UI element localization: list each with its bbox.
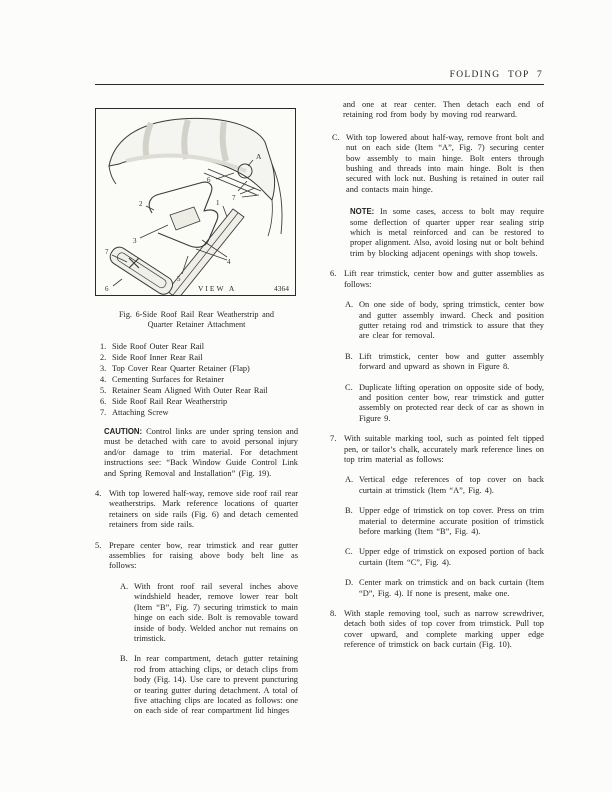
legend-text: Side Roof Rail Rear Weatherstrip [112, 397, 228, 406]
legend-item [100, 407, 298, 418]
step-text: Prepare center bow, rear trimstick and rear gutter assemblies for raising above body belt line as follows: [109, 540, 298, 571]
substep-marker: B. [345, 506, 353, 516]
callout-7-top: 7 [232, 194, 236, 202]
substep-marker: A. [120, 581, 129, 591]
step-6 [330, 269, 544, 290]
legend-text: Top Cover Rear Quarter Retainer (Flap) [112, 364, 250, 373]
substep-marker: B. [120, 654, 128, 664]
legend-num: 5. [100, 386, 107, 395]
callout-A: A [256, 152, 262, 161]
substep-text: Lift trimstick, center bow and gutter assembly forward and upward as shown in Figure 8. [359, 351, 544, 372]
substep-5c [332, 133, 544, 195]
substep-5a [120, 582, 298, 644]
figure-6 [95, 108, 296, 296]
substep-7a [345, 475, 544, 496]
step-7 [330, 434, 544, 465]
substep-6a [345, 300, 544, 342]
callout-2: 2 [139, 200, 143, 208]
step-4 [95, 489, 298, 531]
substep-marker: C. [332, 132, 340, 142]
step-text: With suitable marking tool, such as pointed felt tipped pen, or tailor’s chalk, accurately mark reference lines on top trim material as follows: [344, 434, 544, 464]
substep-5b-continuation: and one at rear center. Then detach each end of retaining rod from body by moving rod rearward. [343, 100, 544, 120]
legend-num: 3. [100, 364, 107, 373]
legend-num: 4. [100, 375, 107, 384]
substep-6c [345, 383, 544, 425]
figure-caption-line1: Fig. 6-Side Roof Rail Rear Weatherstrip and [119, 310, 274, 319]
page-body [95, 96, 544, 717]
note-text: In some cases, access to bolt may require some deflection of quarter upper rear sealing strip which is metal reinforced and can be restored to proper alignment. Also, avoid losing nut or bolt behind trim by blocking adjacent openings with shop towels. [350, 207, 544, 258]
note-label: NOTE: [350, 207, 375, 217]
step-marker: 7. [330, 434, 337, 444]
substep-text: Upper edge of trimstick on top cover. Press on trim material to determine accurate position of trimstick before marking (Item “B”, Fig. 4). [359, 506, 544, 536]
substep-text: Vertical edge references of top cover on back curtain at trimstick (Item “A”, Fig. 4). [359, 475, 544, 495]
caution-text: Control links are under spring tension and must be detached with care to avoid personal injury and/or damage to trim material. For detachment instructions see: “Back Window Guide Control Link and Spring Removal and Installation” (Fig. 19). [104, 427, 299, 478]
view-a-label: VIEW A [198, 284, 237, 293]
legend-num: 7. [100, 408, 107, 417]
step-marker: 6. [330, 269, 337, 279]
drawing-code: 4364 [274, 284, 289, 293]
step-text: With top lowered half-way, remove side roof rail rear weatherstrips. Mark reference locations of quarter retainers on side rails (Fig. 6) and detach cemented retainers from side rails. [109, 489, 298, 530]
caution-label: CAUTION: [104, 427, 143, 436]
legend-text: Retainer Seam Aligned With Outer Rear Rail [112, 386, 268, 395]
figure-drawing [96, 109, 295, 295]
callout-3: 3 [133, 237, 137, 245]
legend-text: Side Roof Outer Rear Rail [112, 342, 205, 351]
step-text: With staple removing tool, such as narrow screwdriver, detach both sides of top cover from trimstick. Pull top cover upward, and complete marking upper edge reference of trimstick on back curtain (Fig. 10). [344, 609, 544, 650]
legend-item [100, 385, 298, 396]
substep-7c [345, 547, 544, 568]
substep-6b [345, 352, 544, 373]
substep-marker: D. [345, 578, 354, 588]
step-marker: 4. [95, 489, 102, 499]
legend-num: 6. [100, 397, 107, 406]
legend-text: Cementing Surfaces for Retainer [112, 375, 224, 384]
substep-text: On one side of body, spring trimstick, center bow and gutter assembly inward. Check and position gutter retaing rod and trimstick to assure that they are clear for removal. [359, 300, 544, 341]
substep-marker: B. [345, 351, 353, 361]
left-column [95, 96, 298, 717]
figure-caption-line2: Quarter Retainer Attachment [147, 320, 246, 329]
caution-note [104, 427, 298, 479]
callout-7-bottom: 7 [105, 248, 109, 256]
substep-text: With top lowered about half-way, remove front bolt and nut on each side (Item “A”, Fig. 7) securing center bow assembly to main hinge. Bolt enters through bushing and threads into main hinge. Bolt is then secured with lock nut. Bushing is retained in outer rail and contacts main hinge. [346, 132, 544, 194]
note-paragraph [350, 207, 544, 259]
callout-4: 4 [227, 258, 231, 266]
substep-marker: A. [345, 300, 354, 310]
legend-item [100, 341, 298, 352]
step-marker: 8. [330, 609, 337, 619]
substep-text: In rear compartment, detach gutter retaining rod from attaching clips, or detach clips from body (Fig. 14). Use care to prevent puncturing or tearing gutter during detachment. A total of five attaching clips are located as follows: one on each side of rear compartment lid hinges [134, 654, 298, 716]
legend-num: 2. [100, 353, 107, 362]
substep-marker: C. [345, 547, 353, 557]
page-header-title: FOLDING TOP 7 [449, 70, 543, 80]
callout-6-top: 6 [207, 176, 211, 184]
step-marker: 5. [95, 540, 102, 550]
step-5 [95, 541, 298, 572]
legend-item [100, 352, 298, 363]
right-column [330, 96, 544, 717]
substep-text: Upper edge of trimstick on exposed portion of back curtain (Item “C”, Fig. 4). [359, 547, 544, 567]
weatherstrip-channel [107, 244, 176, 295]
substep-5b [120, 654, 298, 716]
substep-7b [345, 506, 544, 537]
legend-item [100, 374, 298, 385]
legend-item [100, 396, 298, 407]
substep-text: With front roof rail several inches above windshield header, remove lower rear bolt (Item “B”, Fig. 7) securing trimstick to main hinge on each side. Bolt is removable toward inside of body. Welded anchor nut remains on trimstick. [134, 581, 298, 643]
substep-marker: A. [345, 475, 354, 485]
callout-6-bottom: 6 [105, 285, 109, 293]
substep-text: Center mark on trimstick and on back curtain (Item “D”, Fig. 4). If none is present, make one. [359, 578, 544, 598]
substep-7d [345, 578, 544, 599]
header-rule [95, 84, 544, 85]
legend-text: Side Roof Inner Rear Rail [112, 353, 203, 362]
callout-1: 1 [216, 199, 220, 207]
substep-text: Duplicate lifting operation on opposite side of body, and position center bow, rear trimstick and gutter assembly on protected rear deck of car as shown in Figure 9. [359, 382, 544, 423]
figure-caption [95, 310, 298, 330]
step-text: Lift rear trimstick, center bow and gutter assemblies as follows: [344, 269, 544, 289]
legend-item [100, 363, 298, 374]
callout-5: 5 [177, 275, 181, 283]
step-8 [330, 609, 544, 651]
legend-text: Attaching Screw [112, 408, 169, 417]
figure-legend [95, 341, 298, 418]
legend-num: 1. [100, 342, 107, 351]
substep-marker: C. [345, 382, 353, 392]
